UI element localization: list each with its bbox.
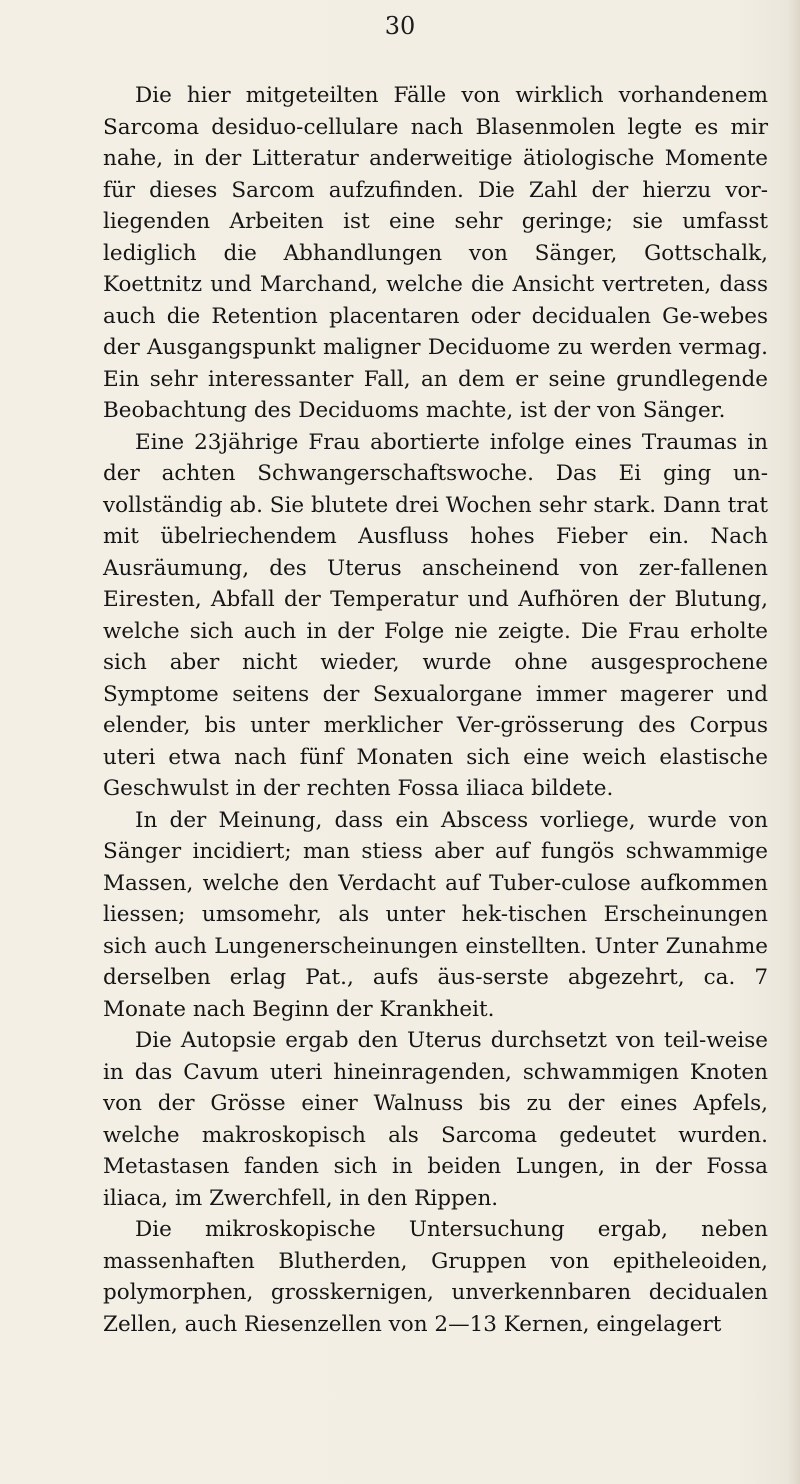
paragraph-5: Die mikroskopische Untersuchung ergab, neben massenhaften Blutherden, Gruppen von epitheleoiden, polymorphen, grosskernigen, unverkennbaren decidualen Zellen, auch Riesenzellen von 2—13 Kernen, eingelagert [103, 1217, 768, 1337]
paragraph-2: Eine 23jährige Frau abortierte infolge eines Traumas in der achten Schwangerschaftswoche. Das Ei ging un-vollständig ab. Sie blutete drei Wochen sehr stark. Dann trat mit übelriechendem Ausfluss hohes Fieber ein. Nach Ausräumung, des Uterus anscheinend von zer-fallenen Eiresten, Abfall der Temperatur und Aufhören der Blutung, welche sich auch in der Folge nie zeigte. Die Frau erholte sich aber nicht wieder, wurde ohne ausgesprochene Symptome seitens der Sexualorgane immer magerer und elender, bis unter merklicher Ver-grösserung des Corpus uteri etwa nach fünf Monaten sich eine weich elastische Geschwulst in der rechten Fossa iliaca bildete. [103, 429, 768, 801]
page-edge-shadow [788, 0, 800, 1484]
paragraph-4: Die Autopsie ergab den Uterus durchsetzt von teil-weise in das Cavum uteri hineinragenden, schwammigen Knoten von der Grösse einer Walnuss bis zu der eines Apfels, welche makroskopisch als Sarcoma gedeutet wurden. Metastasen fanden sich in beiden Lungen, in der Fossa iliaca, im Zwerchfell, in den Rippen. [103, 1028, 768, 1211]
paragraph-1: Die hier mitgeteilten Fälle von wirklich vorhandenem Sarcoma desiduo-cellulare nach Blasenmolen legte es mir nahe, in der Litteratur anderweitige ätiologische Momente für dieses Sarcom aufzufinden. Die Zahl der hierzu vor-liegenden Arbeiten ist eine sehr geringe; sie umfasst lediglich die Abhandlungen von Sänger, Gottschalk, Koettnitz und Marchand, welche die Ansicht vertreten, dass auch die Retention placentaren oder decidualen Ge-webes der Ausgangspunkt maligner Deciduome zu werden vermag. Ein sehr interessanter Fall, an dem er seine grundlegende Beobachtung des Deciduoms machte, ist der von Sänger. [103, 83, 768, 423]
page-number: 30 [384, 12, 416, 40]
body-text [103, 80, 768, 1340]
paragraph-3: In der Meinung, dass ein Abscess vorliege, wurde von Sänger incidiert; man stiess aber auf fungös schwammige Massen, welche den Verdacht auf Tuber-culose aufkommen liessen; umsomehr, als unter hek-tischen Erscheinungen sich auch Lungenerscheinungen einstellten. Unter Zunahme derselben erlag Pat., aufs äus-serste abgezehrt, ca. 7 Monate nach Beginn der Krankheit. [103, 807, 768, 1022]
